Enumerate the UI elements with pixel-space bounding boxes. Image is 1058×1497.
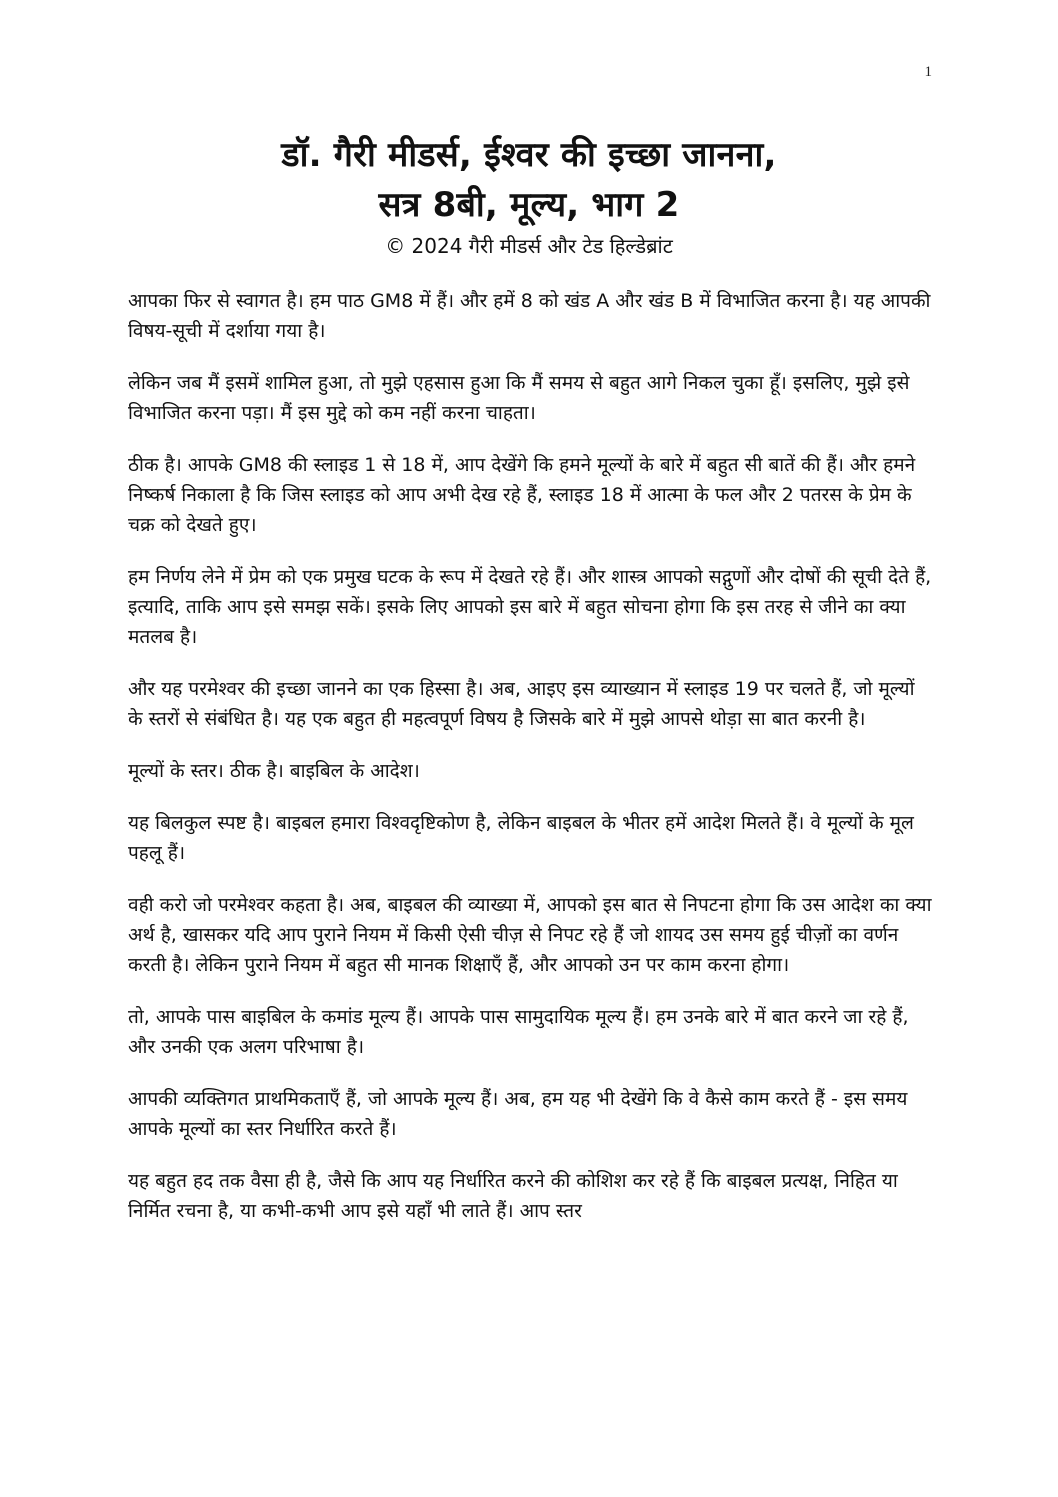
page-number: 1: [924, 64, 932, 80]
document-title-line-1: डॉ. गैरी मीडर्स, ईश्वर की इच्छा जानना,: [281, 135, 777, 175]
paragraph: ठीक है। आपके GM8 की स्लाइड 1 से 18 में, आप देखेंगे कि हमने मूल्यों के बारे में बहुत सी बातें की हैं। और हमने निष्कर्ष निकाला है कि जिस स्लाइड को आप अभी देख रहे हैं, स्लाइड 18 में आत्मा के फल और 2 पतरस के प्रेम के चक्र को देखते हुए।: [128, 454, 916, 536]
paragraph: आपकी व्यक्तिगत प्राथमिकताएँ हैं, जो आपके मूल्य हैं। अब, हम यह भी देखेंगे कि वे कैसे काम करते हैं - इस समय आपके मूल्यों का स्तर निर्धारित करते हैं।: [128, 1088, 908, 1140]
body-text: [128, 286, 933, 1248]
paragraph: हम निर्णय लेने में प्रेम को एक प्रमुख घटक के रूप में देखते रहे हैं। और शास्त्र आपको सद्गुणों और दोषों की सूची देते हैं, इत्यादि, ताकि आप इसे समझ सकें। इसके लिए आपको इस बारे में बहुत सोचना होगा कि इस तरह से जीने का क्या मतलब है।: [128, 566, 932, 648]
paragraph: लेकिन जब मैं इसमें शामिल हुआ, तो मुझे एहसास हुआ कि मैं समय से बहुत आगे निकल चुका हूँ। इसलिए, मुझे इसे विभाजित करना पड़ा। मैं इस मुद्दे को कम नहीं करना चाहता।: [128, 372, 910, 424]
copyright-notice: © 2024 गैरी मीडर्स और टेड हिल्डेब्रांट: [385, 234, 673, 258]
paragraph: मूल्यों के स्तर। ठीक है। बाइबिल के आदेश।: [128, 760, 420, 782]
paragraph: यह बहुत हद तक वैसा ही है, जैसे कि आप यह निर्धारित करने की कोशिश कर रहे हैं कि बाइबल प्रत्यक्ष, निहित या निर्मित रचना है, या कभी-कभी आप इसे यहाँ भी लाते हैं। आप स्तर: [128, 1170, 898, 1222]
paragraph: आपका फिर से स्वागत है। हम पाठ GM8 में हैं। और हमें 8 को खंड A और खंड B में विभाजित करना है। यह आपकी विषय-सूची में दर्शाया गया है।: [128, 290, 931, 342]
paragraph: यह बिलकुल स्पष्ट है। बाइबल हमारा विश्वदृष्टिकोण है, लेकिन बाइबल के भीतर हमें आदेश मिलते हैं। वे मूल्यों के मूल पहलू हैं।: [128, 812, 914, 864]
paragraph: और यह परमेश्वर की इच्छा जानने का एक हिस्सा है। अब, आइए इस व्याख्यान में स्लाइड 19 पर चलते हैं, जो मूल्यों के स्तरों से संबंधित है। यह एक बहुत ही महत्वपूर्ण विषय है जिसके बारे में मुझे आपसे थोड़ा सा बात करनी है।: [128, 678, 915, 730]
paragraph: वही करो जो परमेश्वर कहता है। अब, बाइबल की व्याख्या में, आपको इस बात से निपटना होगा कि उस आदेश का क्या अर्थ है, खासकर यदि आप पुराने नियम में किसी ऐसी चीज़ से निपट रहे हैं जो शायद उस समय हुई चीज़ों का वर्णन करती है। लेकिन पुराने नियम में बहुत सी मानक शिक्षाएँ हैं, और आपको उन पर काम करना होगा।: [128, 894, 932, 976]
title-block: [0, 130, 1058, 260]
document-title-line-2: सत्र 8बी, मूल्य, भाग 2: [378, 185, 680, 225]
paragraph: तो, आपके पास बाइबिल के कमांड मूल्य हैं। आपके पास सामुदायिक मूल्य हैं। हम उनके बारे में बात करने जा रहे हैं, और उनकी एक अलग परिभाषा है।: [128, 1006, 909, 1058]
